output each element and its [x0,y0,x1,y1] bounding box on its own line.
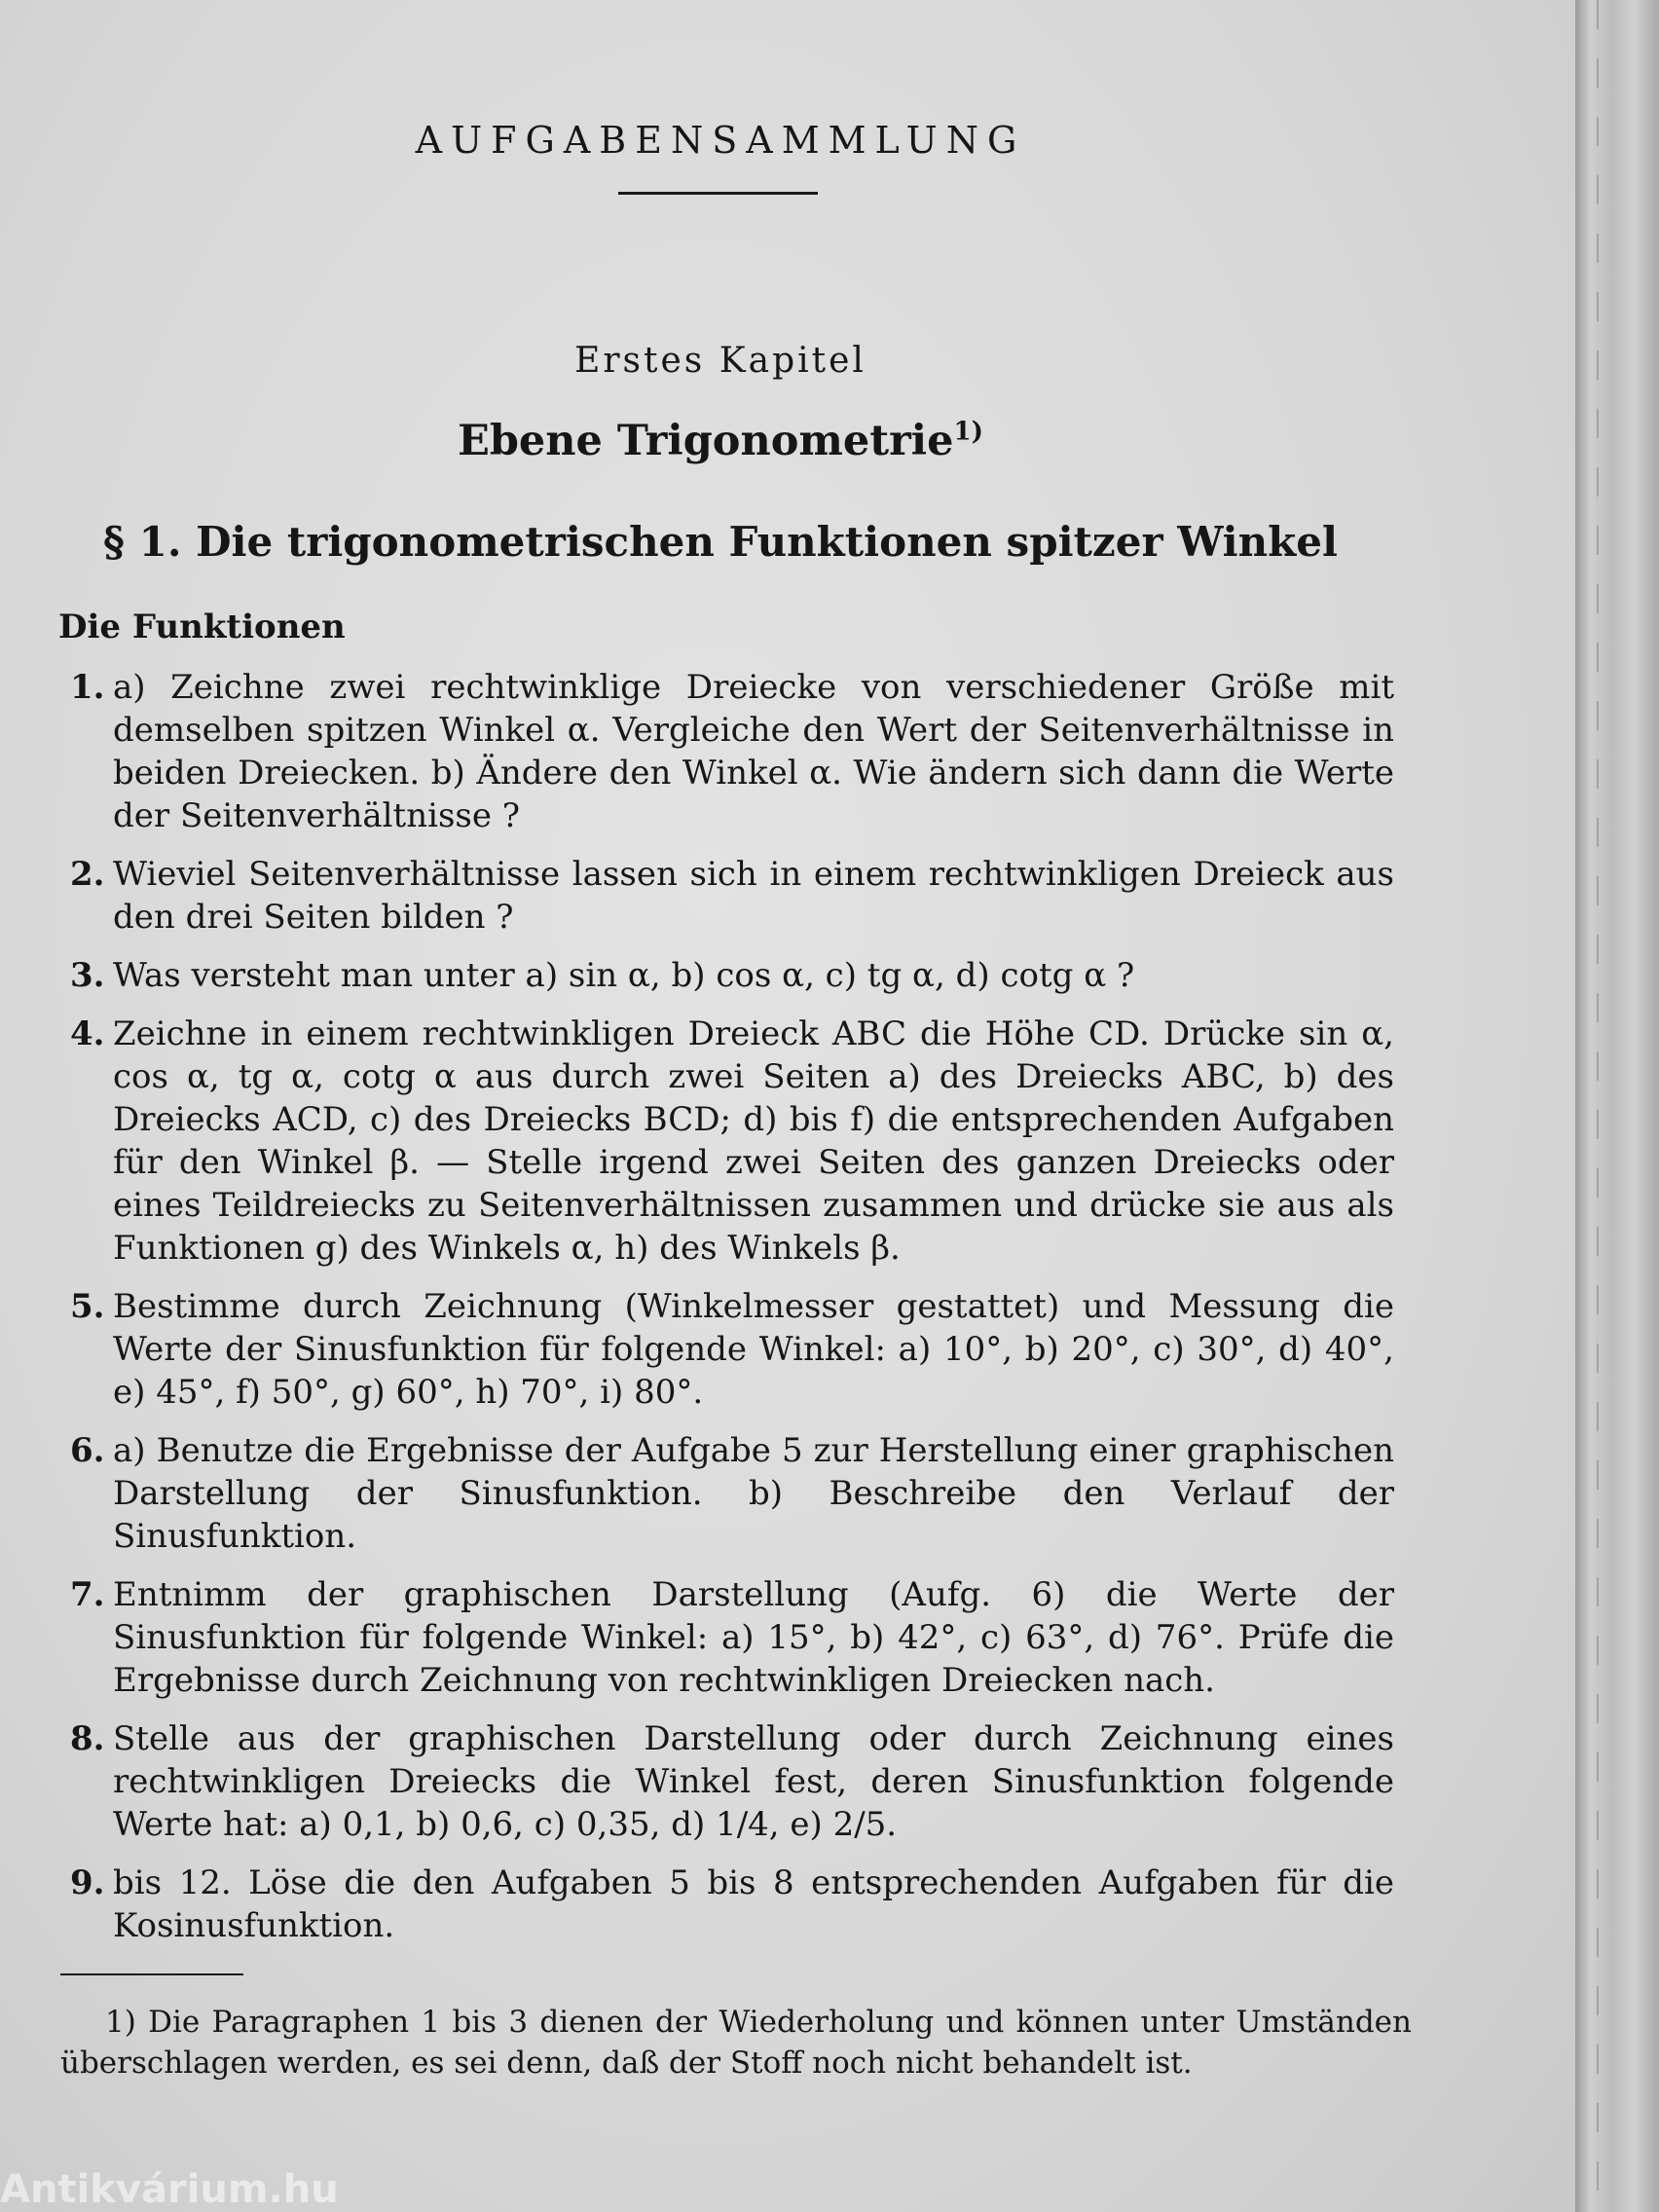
exercise-list [70,666,1394,1963]
exercise-item [70,1717,1394,1846]
exercise-item [70,1013,1394,1270]
exercise-text: bis 12. Löse die den Aufgaben 5 bis 8 entsprechenden Aufgaben für die Kosinusfunktion. [113,1863,1394,1945]
exercise-number: 3. [70,956,105,995]
exercise-item [70,1429,1394,1558]
exercise-item [70,853,1394,939]
exercise-item [70,1573,1394,1702]
exercise-text: a) Benutze die Ergebnisse der Aufgabe 5 zur Herstellung einer graphischen Darstellung der Sinusfunktion. b) Beschreibe den Verlauf der Sinusfunktion. [113,1431,1394,1556]
footnote: 1) Die Paragraphen 1 bis 3 dienen der Wiederholung und können unter Umständen überschlagen werden, es sei denn, daß der Stoff noch nicht behandelt ist. [60,2005,1412,2081]
chapter-footnote-ref: 1) [953,417,983,447]
exercise-number: 5. [70,1287,105,1326]
chapter-title-text: Ebene Trigonometrie [458,417,954,465]
exercise-number: 9. [70,1863,105,1902]
exercise-text: Zeichne in einem rechtwinkligen Dreieck ABC die Höhe CD. Drücke sin α, cos α, tg α, cotg α aus durch zwei Seiten a) des Dreiecks ABC, b) des Dreiecks ACD, c) des Dreiecks BCD; d) bis f) die entsprechenden Aufgaben für den Winkel β. — Stelle irgend zwei Seiten des ganzen Dreiecks oder eines Teildreiecks zu Seitenverhältnissen zusammen und drücke sie aus als Funktionen g) des Winkels α, h) des Winkels β. [113,1014,1394,1268]
chapter-label: Erstes Kapitel [574,341,866,381]
chapter-title [0,417,1441,465]
exercise-number: 6. [70,1431,105,1470]
exercise-number: 1. [70,668,105,707]
running-header: AUFGABENSAMMLUNG [415,119,1026,162]
exercise-item [70,666,1394,837]
exercise-number: 2. [70,855,105,894]
exercise-text: a) Zeichne zwei rechtwinklige Dreiecke von verschiedener Größe mit demselben spitzen Winkel α. Vergleiche den Wert der Seitenverhältnisse in beiden Dreiecken. b) Ändere den Winkel α. Wie ändern sich dann die Werte der Seitenverhältnisse ? [113,668,1394,835]
exercise-number: 7. [70,1575,105,1614]
exercise-item [70,1862,1394,1947]
exercise-number: 4. [70,1014,105,1053]
section-title: § 1. Die trigonometrischen Funktionen spitzer Winkel [103,518,1338,566]
exercise-text: Stelle aus der graphischen Darstellung oder durch Zeichnung eines rechtwinkligen Dreiecks die Winkel fest, deren Sinusfunktion folgende Werte hat: a) 0,1, b) 0,6, c) 0,35, d) 1/4, e) 2/5. [113,1719,1394,1844]
page-edge-stack [1575,0,1659,2212]
exercise-text: Was versteht man unter a) sin α, b) cos α, c) tg α, d) cotg α ? [113,956,1135,995]
watermark: Antikvárium.hu [0,2167,339,2212]
footnote-divider [60,1973,243,1975]
subsection-title: Die Funktionen [58,608,346,646]
exercise-text: Entnimm der graphischen Darstellung (Aufg. 6) die Werte der Sinusfunktion für folgende Winkel: a) 15°, b) 42°, c) 63°, d) 76°. Prüfe die Ergebnisse durch Zeichnung von rechtwinkligen Dreiecken nach. [113,1575,1394,1700]
exercise-number: 8. [70,1719,105,1758]
exercise-text: Bestimme durch Zeichnung (Winkelmesser gestattet) und Messung die Werte der Sinusfunktion für folgende Winkel: a) 10°, b) 20°, c) 30°, d) 40°, e) 45°, f) 50°, g) 60°, h) 70°, i) 80°. [113,1287,1394,1412]
exercise-text: Wieviel Seitenverhältnisse lassen sich in einem rechtwinkligen Dreieck aus den drei Seiten bilden ? [113,855,1394,937]
exercise-item [70,954,1394,997]
header-divider [618,192,818,195]
exercise-item [70,1285,1394,1414]
